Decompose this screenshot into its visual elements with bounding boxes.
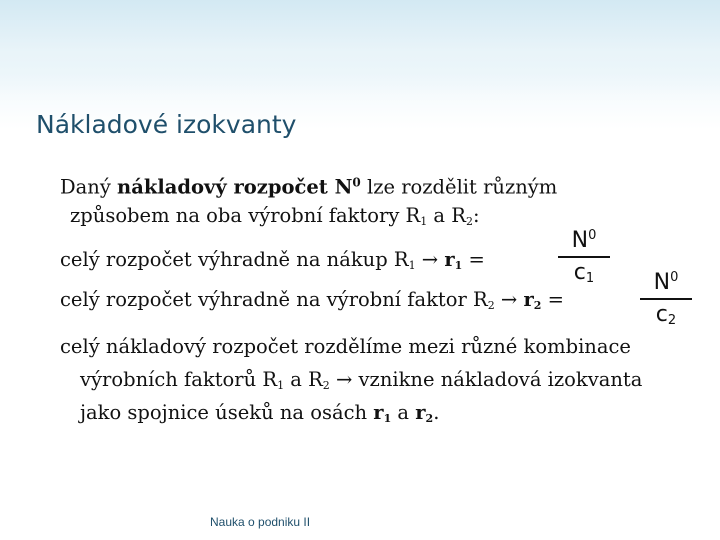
bullet-2-eq: = xyxy=(541,288,564,311)
arrow-icon: → xyxy=(421,248,439,271)
bullet-3-text-3c: . xyxy=(433,401,440,424)
bullet-2-sub: 2 xyxy=(487,299,495,312)
bullet-2-text: celý rozpočet výhradně na výrobní faktor R xyxy=(60,288,488,311)
fraction-denominator: $c_1$ xyxy=(573,260,595,286)
bullet-1-sub: 1 xyxy=(408,259,416,272)
bullet-3-line-2 xyxy=(80,365,642,401)
intro-line2-text: způsobem na oba výrobní faktory R xyxy=(70,204,421,227)
bullet-1-bold-sub: 1 xyxy=(454,259,463,272)
intro-sub-2: 2 xyxy=(465,215,473,228)
bullet-3-line-3 xyxy=(80,398,439,434)
fraction-r1 xyxy=(558,228,610,286)
bullet-3-text-3b: a xyxy=(391,401,416,424)
bullet-3-text-2c: vznikne nákladová izokvanta xyxy=(352,368,643,391)
bullet-2-bold: r xyxy=(523,288,534,311)
intro-line-1 xyxy=(60,167,557,203)
fraction-denominator: $c_2$ xyxy=(655,302,677,328)
intro-line2-text-b: a R xyxy=(427,204,466,227)
bullet-1-bold: r xyxy=(444,248,455,271)
bullet-3-sub-1: 1 xyxy=(277,379,285,392)
bullet-3-bold-sub-1: 1 xyxy=(383,412,392,425)
bullet-3-sub-2: 2 xyxy=(322,379,330,392)
intro-text-2: lze rozdělit různým xyxy=(360,175,558,199)
bullet-1-eq: = xyxy=(462,248,485,271)
intro-line2-text-c: : xyxy=(472,204,480,227)
intro-sub-1: 1 xyxy=(420,215,428,228)
bullet-3-text-2b: a R xyxy=(284,368,323,391)
slide-footer: Nauka o podniku II xyxy=(210,515,311,529)
fraction-numerator: $N^0$ xyxy=(653,270,679,295)
arrow-icon: → xyxy=(335,368,353,391)
intro-sup: 0 xyxy=(352,175,361,189)
intro-text: Daný xyxy=(60,175,118,199)
intro-line-2 xyxy=(70,201,480,237)
arrow-icon: → xyxy=(500,288,518,311)
fraction-numerator: $N^0$ xyxy=(571,228,597,253)
fraction-bar xyxy=(558,256,610,258)
header-band xyxy=(0,0,720,95)
bullet-1-text: celý rozpočet výhradně na nákup R xyxy=(60,248,409,271)
bullet-2 xyxy=(60,285,564,321)
bullet-1 xyxy=(60,245,485,281)
fraction-bar xyxy=(640,298,692,300)
fraction-r2 xyxy=(640,270,692,328)
bullet-3-text-3a: jako spojnice úseků na osách xyxy=(80,401,374,424)
intro-bold: nákladový rozpočet N xyxy=(117,175,353,199)
slide-title: Nákladové izokvanty xyxy=(36,110,297,139)
bullet-3-text: celý nákladový rozpočet rozdělíme mezi různé kombinace xyxy=(60,335,631,358)
bullet-3-line-1 xyxy=(60,332,631,362)
bullet-3-text-2a: výrobních faktorů R xyxy=(80,368,278,391)
bullet-3-bold-2: r xyxy=(415,401,426,424)
bullet-3-bold-sub-2: 2 xyxy=(425,412,434,425)
bullet-3-bold-1: r xyxy=(373,401,384,424)
bullet-2-bold-sub: 2 xyxy=(533,299,542,312)
